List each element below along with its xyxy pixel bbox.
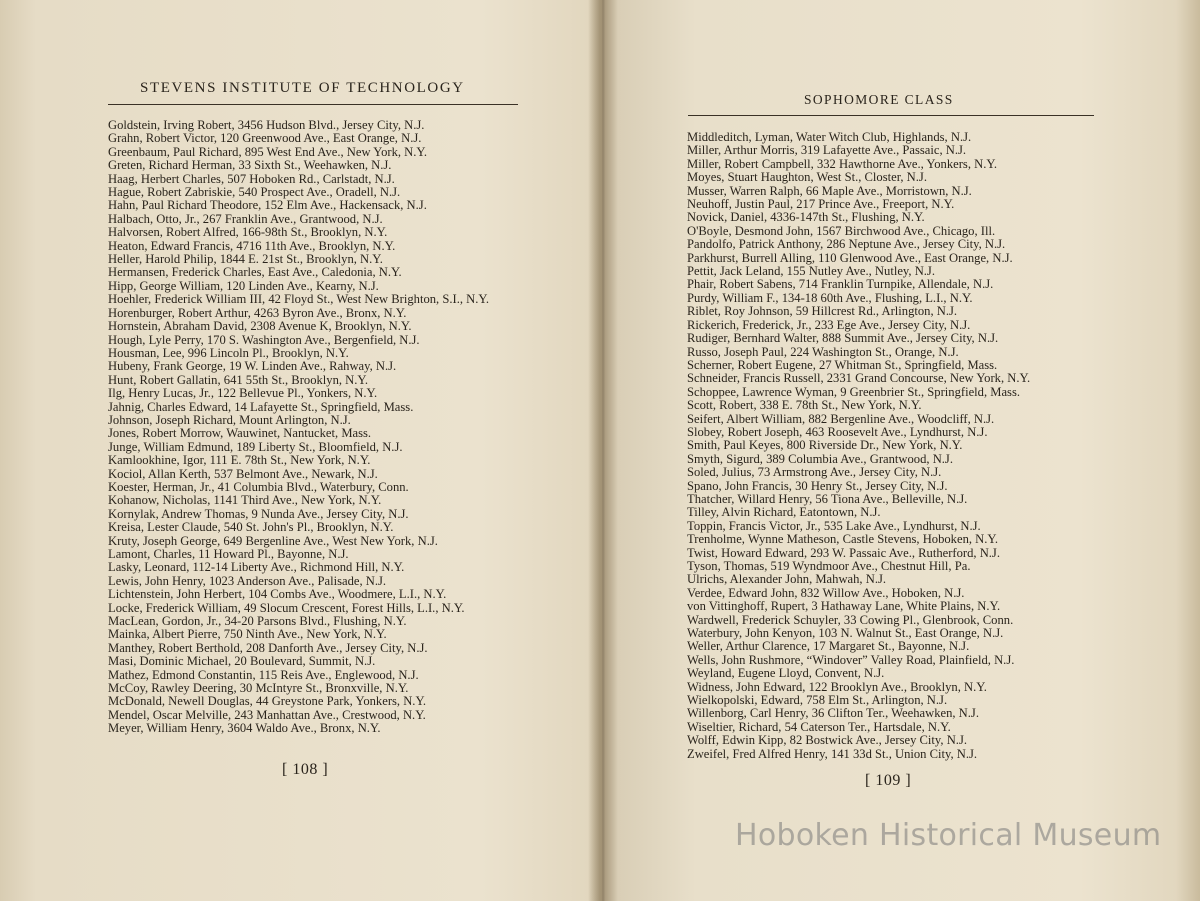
student-entry: Schneider, Francis Russell, 2331 Grand Concourse, New York, N.Y. — [687, 371, 1031, 386]
student-entry: Neuhoff, Justin Paul, 217 Prince Ave., Freeport, N.Y. — [687, 197, 955, 212]
student-entry: Mainka, Albert Pierre, 750 Ninth Ave., New York, N.Y. — [108, 627, 387, 642]
student-entry: Kornylak, Andrew Thomas, 9 Nunda Ave., Jersey City, N.J. — [108, 506, 409, 521]
student-entry: Lasky, Leonard, 112-14 Liberty Ave., Richmond Hill, N.Y. — [108, 560, 405, 575]
student-entry: Wells, John Rushmore, “Windover” Valley Road, Plainfield, N.J. — [687, 652, 1015, 667]
student-list-left — [108, 119, 520, 736]
running-head-right: SOPHOMORE CLASS — [804, 92, 954, 107]
student-entry: Rudiger, Bernhard Walter, 888 Summit Ave., Jersey City, N.J. — [687, 331, 999, 346]
student-entry: Lamont, Charles, 11 Howard Pl., Bayonne, N.J. — [108, 547, 349, 561]
student-entry: Parkhurst, Burrell Alling, 110 Glenwood Ave., East Orange, N.J. — [687, 250, 1013, 265]
header-rule-left — [108, 104, 518, 105]
student-entry: Heaton, Edward Francis, 4716 11th Ave., Brooklyn, N.Y. — [108, 238, 396, 253]
student-entry: Grahn, Robert Victor, 120 Greenwood Ave., East Orange, N.J. — [108, 131, 422, 146]
student-entry: Waterbury, John Kenyon, 103 N. Walnut St., East Orange, N.J. — [687, 626, 1004, 641]
student-entry: Purdy, William F., 134-18 60th Ave., Flushing, L.I., N.Y. — [687, 290, 973, 305]
student-entry: Thatcher, Willard Henry, 56 Tiona Ave., Belleville, N.J. — [687, 491, 968, 506]
student-entry: MacLean, Gordon, Jr., 34-20 Parsons Blvd., Flushing, N.Y. — [108, 614, 407, 629]
student-entry: Jones, Robert Morrow, Wauwinet, Nantucket, Mass. — [108, 426, 372, 441]
student-entry: Kreisa, Lester Claude, 540 St. John's Pl., Brooklyn, N.Y. — [108, 520, 394, 535]
student-entry: Widness, John Edward, 122 Brooklyn Ave., Brooklyn, N.Y. — [687, 679, 987, 694]
student-list-right — [687, 131, 1107, 761]
student-entry: Novick, Daniel, 4336-147th St., Flushing, N.Y. — [687, 210, 925, 225]
student-entry: Willenborg, Carl Henry, 36 Clifton Ter., Weehawken, N.J. — [687, 706, 979, 721]
student-entry: Koester, Herman, Jr., 41 Columbia Blvd., Waterbury, Conn. — [108, 479, 409, 494]
right-page — [603, 0, 1200, 901]
student-entry: Hermansen, Frederick Charles, East Ave., Caledonia, N.Y. — [108, 265, 402, 280]
student-entry: Seifert, Albert William, 882 Bergenline Ave., Woodcliff, N.J. — [687, 411, 995, 426]
student-entry: Kohanow, Nicholas, 1141 Third Ave., New York, N.Y. — [108, 493, 382, 508]
student-entry: Lewis, John Henry, 1023 Anderson Ave., Palisade, N.J. — [108, 573, 387, 588]
student-entry: Hunt, Robert Gallatin, 641 55th St., Brooklyn, N.Y. — [108, 372, 369, 387]
student-entry: Johnson, Joseph Richard, Mount Arlington, N.J. — [108, 412, 351, 427]
student-entry: Soled, Julius, 73 Armstrong Ave., Jersey City, N.J. — [687, 465, 942, 480]
student-entry: Tilley, Alvin Richard, Eatontown, N.J. — [687, 505, 881, 520]
student-entry: von Vittinghoff, Rupert, 3 Hathaway Lane, White Plains, N.Y. — [687, 599, 1001, 614]
student-entry: Musser, Warren Ralph, 66 Maple Ave., Morristown, N.J. — [687, 183, 972, 198]
student-entry: Kamlookhine, Igor, 111 E. 78th St., New York, N.Y. — [108, 453, 371, 468]
student-entry: Hubeny, Frank George, 19 W. Linden Ave., Rahway, N.J. — [108, 359, 397, 374]
student-entry: Goldstein, Irving Robert, 3456 Hudson Blvd., Jersey City, N.J. — [108, 118, 425, 132]
student-entry: Twist, Howard Edward, 293 W. Passaic Ave., Rutherford, N.J. — [687, 545, 1000, 560]
student-entry: Greenbaum, Paul Richard, 895 West End Ave., New York, N.Y. — [108, 144, 428, 159]
student-entry: Smyth, Sigurd, 389 Columbia Ave., Grantwood, N.J. — [687, 451, 953, 466]
student-entry: Pandolfo, Patrick Anthony, 286 Neptune Ave., Jersey City, N.J. — [687, 237, 1006, 252]
student-entry: Greten, Richard Herman, 33 Sixth St., Weehawken, N.J. — [108, 158, 392, 173]
student-entry: Weller, Arthur Clarence, 17 Margaret St., Bayonne, N.J. — [687, 639, 970, 654]
student-entry: McCoy, Rawley Deering, 30 McIntyre St., Bronxville, N.Y. — [108, 681, 409, 696]
student-entry: Ilg, Henry Lucas, Jr., 122 Bellevue Pl., Yonkers, N.Y. — [108, 386, 378, 401]
student-entry: Manthey, Robert Berthold, 208 Danforth Ave., Jersey City, N.J. — [108, 640, 428, 655]
student-entry: Jahnig, Charles Edward, 14 Lafayette St., Springfield, Mass. — [108, 399, 414, 414]
student-entry: Miller, Robert Campbell, 332 Hawthorne Ave., Yonkers, N.Y. — [687, 156, 997, 171]
page-number-right: [ 109 ] — [865, 772, 912, 789]
student-entry: Wiseltier, Richard, 54 Caterson Ter., Hartsdale, N.Y. — [687, 719, 951, 734]
museum-watermark: Hoboken Historical Museum — [735, 818, 1162, 853]
student-entry: Weyland, Eugene Lloyd, Convent, N.J. — [687, 666, 885, 681]
student-entry: Spano, John Francis, 30 Henry St., Jersey City, N.J. — [687, 478, 948, 493]
student-entry: Rickerich, Frederick, Jr., 233 Ege Ave., Jersey City, N.J. — [687, 317, 971, 332]
student-entry: Wielkopolski, Edward, 758 Elm St., Arlington, N.J. — [687, 693, 948, 708]
student-entry: Hipp, George William, 120 Linden Ave., Kearny, N.J. — [108, 278, 379, 293]
student-entry: Middleditch, Lyman, Water Witch Club, Highlands, N.J. — [687, 130, 972, 144]
student-entry: Locke, Frederick William, 49 Slocum Crescent, Forest Hills, L.I., N.Y. — [108, 600, 465, 615]
student-entry: Hough, Lyle Perry, 170 S. Washington Ave., Bergenfield, N.J. — [108, 332, 420, 347]
student-entry: Tyson, Thomas, 519 Wyndmoor Ave., Chestnut Hill, Pa. — [687, 559, 971, 573]
student-entry: Schoppee, Lawrence Wyman, 9 Greenbrier St., Springfield, Mass. — [687, 384, 1021, 399]
student-entry: Ulrichs, Alexander John, Mahwah, N.J. — [687, 572, 887, 587]
student-entry: Trenholme, Wynne Matheson, Castle Stevens, Hoboken, N.Y. — [687, 532, 999, 547]
student-entry: Pettit, Jack Leland, 155 Nutley Ave., Nutley, N.J. — [687, 264, 935, 279]
student-entry: Moyes, Stuart Haughton, West St., Closter, N.J. — [687, 170, 927, 185]
student-entry: Phair, Robert Sabens, 714 Franklin Turnpike, Allendale, N.J. — [687, 277, 994, 292]
student-entry: Verdee, Edward John, 832 Willow Ave., Hoboken, N.J. — [687, 585, 965, 600]
student-entry: Wolff, Edwin Kipp, 82 Bostwick Ave., Jersey City, N.J. — [687, 733, 967, 748]
student-entry: Miller, Arthur Morris, 319 Lafayette Ave., Passaic, N.J. — [687, 143, 967, 158]
student-entry: Hahn, Paul Richard Theodore, 152 Elm Ave., Hackensack, N.J. — [108, 198, 427, 213]
student-entry: Meyer, William Henry, 3604 Waldo Ave., Bronx, N.Y. — [108, 721, 381, 736]
student-entry: Riblet, Roy Johnson, 59 Hillcrest Rd., Arlington, N.J. — [687, 304, 958, 319]
page-number-left: [ 108 ] — [282, 761, 329, 778]
student-entry: Scherner, Robert Eugene, 27 Whitman St., Springfield, Mass. — [687, 357, 998, 372]
student-entry: Masi, Dominic Michael, 20 Boulevard, Summit, N.J. — [108, 654, 376, 669]
student-entry: Toppin, Francis Victor, Jr., 535 Lake Ave., Lyndhurst, N.J. — [687, 518, 981, 533]
student-entry: Russo, Joseph Paul, 224 Washington St., Orange, N.J. — [687, 344, 959, 359]
student-entry: Haag, Herbert Charles, 507 Hoboken Rd., Carlstadt, N.J. — [108, 171, 395, 186]
student-entry: Scott, Robert, 338 E. 78th St., New York, N.Y. — [687, 398, 922, 413]
student-entry: O'Boyle, Desmond John, 1567 Birchwood Ave., Chicago, Ill. — [687, 223, 996, 238]
student-entry: Horenburger, Robert Arthur, 4263 Byron Ave., Bronx, N.Y. — [108, 305, 407, 320]
student-entry: Mendel, Oscar Melville, 243 Manhattan Ave., Crestwood, N.Y. — [108, 707, 426, 722]
student-entry: Hoehler, Frederick William III, 42 Floyd St., West New Brighton, S.I., N.Y. — [108, 292, 489, 307]
student-entry: Zweifel, Fred Alfred Henry, 141 33d St., Union City, N.J. — [687, 746, 978, 761]
running-head-left: STEVENS INSTITUTE OF TECHNOLOGY — [140, 80, 465, 96]
student-entry: Halbach, Otto, Jr., 267 Franklin Ave., Grantwood, N.J. — [108, 211, 383, 226]
student-entry: McDonald, Newell Douglas, 44 Greystone Park, Yonkers, N.Y. — [108, 694, 427, 709]
student-entry: Hornstein, Abraham David, 2308 Avenue K, Brooklyn, N.Y. — [108, 319, 412, 334]
header-rule-right — [688, 115, 1094, 116]
student-entry: Housman, Lee, 996 Lincoln Pl., Brooklyn, N.Y. — [108, 345, 349, 360]
student-entry: Slobey, Robert Joseph, 463 Roosevelt Ave., Lyndhurst, N.J. — [687, 424, 988, 439]
student-entry: Junge, William Edmund, 189 Liberty St., Bloomfield, N.J. — [108, 439, 403, 454]
student-entry: Kruty, Joseph George, 649 Bergenline Ave., West New York, N.J. — [108, 533, 438, 548]
student-entry: Hague, Robert Zabriskie, 540 Prospect Ave., Oradell, N.J. — [108, 185, 401, 200]
student-entry: Halvorsen, Robert Alfred, 166-98th St., Brooklyn, N.Y. — [108, 225, 388, 240]
student-entry: Kociol, Allan Kerth, 537 Belmont Ave., Newark, N.J. — [108, 466, 378, 481]
student-entry: Heller, Harold Philip, 1844 E. 21st St., Brooklyn, N.Y. — [108, 252, 383, 267]
student-entry: Wardwell, Frederick Schuyler, 33 Cowing Pl., Glenbrook, Conn. — [687, 612, 1014, 627]
student-entry: Lichtenstein, John Herbert, 104 Combs Ave., Woodmere, L.I., N.Y. — [108, 587, 447, 602]
student-entry: Mathez, Edmond Constantin, 115 Reis Ave., Englewood, N.J. — [108, 667, 419, 682]
student-entry: Smith, Paul Keyes, 800 Riverside Dr., New York, N.Y. — [687, 438, 963, 453]
